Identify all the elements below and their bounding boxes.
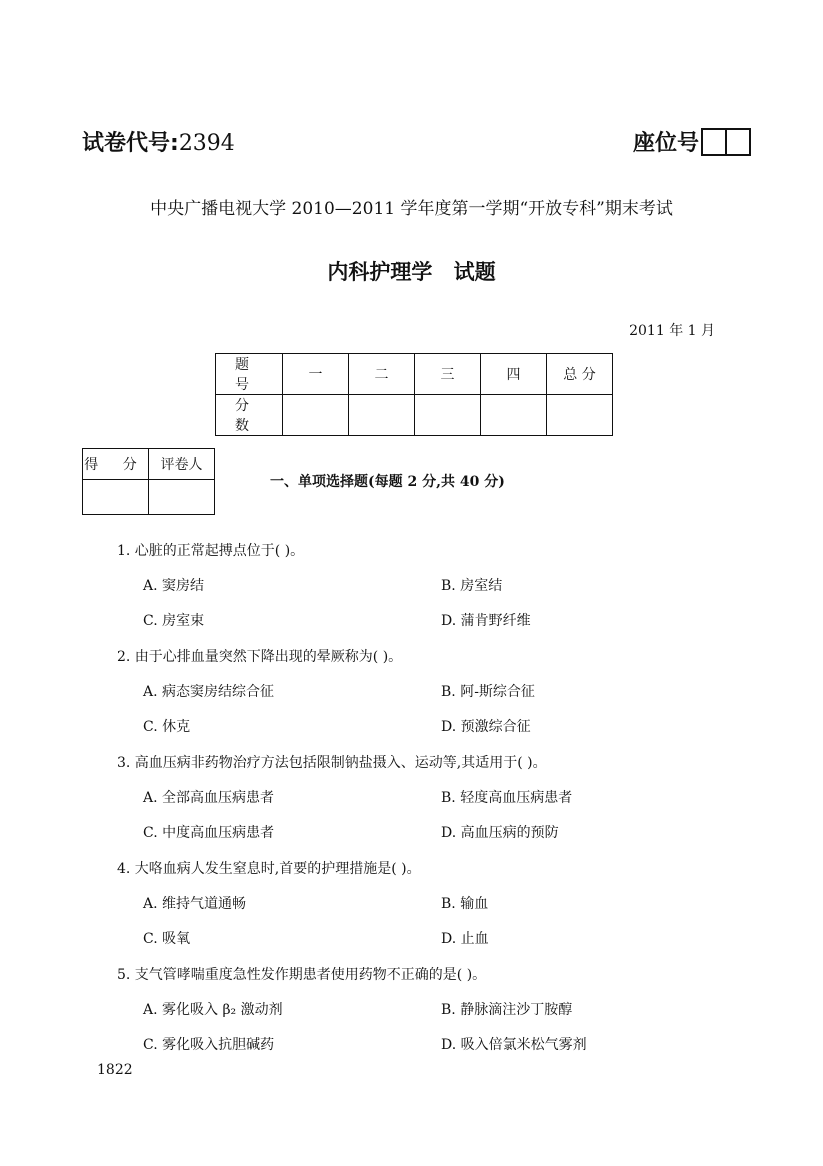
- score-cell-4[interactable]: [481, 395, 547, 436]
- exam-header-line: 中央广播电视大学 2010—2011 学年度第一学期“开放专科”期末考试: [150, 199, 673, 219]
- score-table-score-label: 分 数: [216, 395, 283, 436]
- option-b: B. 房室结: [441, 578, 503, 594]
- seat-box-1[interactable]: [703, 130, 725, 154]
- score-table-score-row: [216, 395, 613, 436]
- section-title: 一、单项选择题(每题 2 分,共 40 分): [270, 474, 505, 490]
- option-a: A. 雾化吸入 β₂ 激动剂: [143, 1002, 283, 1018]
- page-title: 内科护理学 试题: [327, 260, 496, 284]
- option-d: D. 蒲肯野纤维: [441, 613, 531, 629]
- question-stem: 2. 由于心排血量突然下降出现的晕厥称为( )。: [117, 649, 403, 665]
- grader-name-label: 评卷人: [149, 449, 215, 480]
- score-table-header-row: [216, 354, 613, 395]
- option-d: D. 高血压病的预防: [441, 825, 559, 841]
- score-cell-2[interactable]: [349, 395, 415, 436]
- score-table-header-1: 一: [283, 354, 349, 395]
- question-stem: 4. 大咯血病人发生窒息时,首要的护理措施是( )。: [117, 861, 421, 877]
- score-cell-3[interactable]: [415, 395, 481, 436]
- option-d: D. 预激综合征: [441, 719, 531, 735]
- option-a: A. 全部高血压病患者: [143, 790, 275, 806]
- grader-table-header-row: [83, 449, 215, 480]
- question-stem: 5. 支气管哮喘重度急性发作期患者使用药物不正确的是( )。: [117, 967, 487, 983]
- question-stem: 3. 高血压病非药物治疗方法包括限制钠盐摄入、运动等,其适用于( )。: [117, 755, 547, 771]
- exam-code-value: 2394: [178, 131, 235, 156]
- seat-number-boxes[interactable]: [701, 128, 751, 156]
- option-c: C. 房室束: [143, 613, 205, 629]
- exam-date: 2011 年 1 月: [629, 323, 715, 339]
- option-c: C. 休克: [143, 719, 191, 735]
- score-table: [215, 353, 613, 436]
- seat-box-2[interactable]: [725, 130, 749, 154]
- option-c: C. 雾化吸入抗胆碱药: [143, 1037, 275, 1053]
- option-c: C. 中度高血压病患者: [143, 825, 275, 841]
- score-cell-total[interactable]: [547, 395, 613, 436]
- score-cell-1[interactable]: [283, 395, 349, 436]
- seat-number: [633, 126, 751, 157]
- option-b: B. 轻度高血压病患者: [441, 790, 573, 806]
- grader-table-input-row: [83, 480, 215, 515]
- option-d: D. 吸入倍氯米松气雾剂: [441, 1037, 587, 1053]
- grader-score-cell[interactable]: [83, 480, 149, 515]
- score-table-header-total: 总 分: [547, 354, 613, 395]
- option-a: A. 病态窦房结综合征: [143, 684, 275, 700]
- exam-code-label: 试卷代号:: [82, 131, 179, 156]
- option-b: B. 静脉滴注沙丁胺醇: [441, 1002, 573, 1018]
- option-d: D. 止血: [441, 931, 489, 947]
- option-b: B. 输血: [441, 896, 489, 912]
- grader-table: [82, 448, 215, 515]
- grader-score-label: 得 分: [83, 449, 149, 480]
- score-table-header-4: 四: [481, 354, 547, 395]
- option-a: A. 维持气道通畅: [143, 896, 247, 912]
- page-number: 1822: [97, 1062, 133, 1078]
- question-stem: 1. 心脏的正常起搏点位于( )。: [117, 543, 305, 559]
- score-table-header-2: 二: [349, 354, 415, 395]
- grader-name-cell[interactable]: [149, 480, 215, 515]
- score-table-header-3: 三: [415, 354, 481, 395]
- seat-number-label: 座位号: [632, 131, 699, 156]
- score-table-header-label: 题 号: [216, 354, 283, 395]
- exam-code: [82, 126, 235, 157]
- option-c: C. 吸氧: [143, 931, 191, 947]
- option-a: A. 窦房结: [143, 578, 205, 594]
- option-b: B. 阿-斯综合征: [441, 684, 535, 700]
